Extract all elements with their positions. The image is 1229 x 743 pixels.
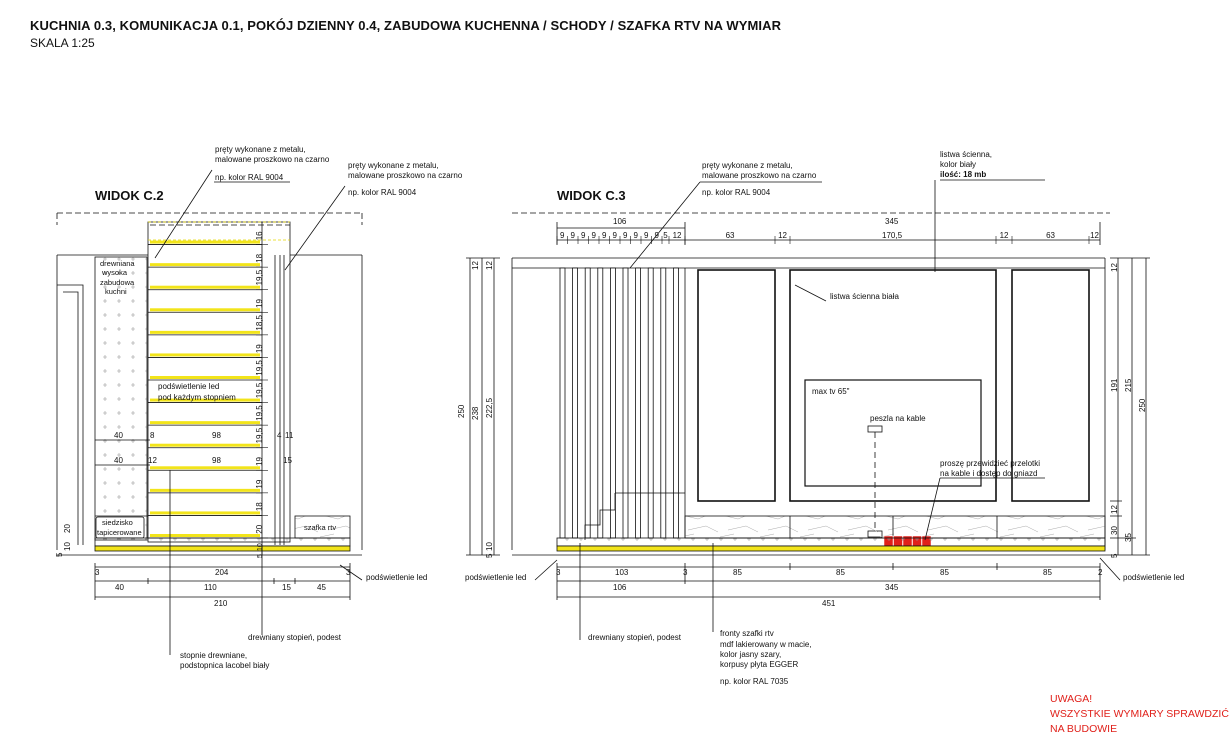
c2-tread-led	[150, 534, 260, 537]
c2-riser-dim: 19	[255, 344, 264, 354]
c2-left-dim-5: 5	[55, 552, 64, 557]
c2-dim-12: 12	[148, 456, 157, 465]
c3-right-12a: 12	[1110, 263, 1119, 272]
c3-left-222: 222,5	[485, 397, 494, 418]
c2-bottom-40: 40	[115, 583, 124, 592]
c3-rod	[673, 268, 678, 538]
c2-riser-dim: 19	[255, 479, 264, 489]
c2-dim-4: 4	[277, 431, 282, 440]
c2-riser-dim: 5	[257, 554, 264, 558]
c3-molding-note-b: kolor biały	[940, 160, 977, 169]
c2-riser-dim: 16	[255, 231, 264, 241]
c3-left-250: 250	[457, 404, 466, 418]
c2-rods-note-1b: malowane proszkowo na czarno	[215, 155, 330, 164]
c3-top-dim: 63	[1046, 231, 1056, 240]
c3-top-dim: 9	[612, 231, 618, 240]
c2-kitchen-label-4: kuchni	[105, 287, 127, 296]
c2-riser-dim: 19,5	[255, 360, 264, 376]
c3-top-dim: 9	[570, 231, 576, 240]
c3-ral-note: np. kolor RAL 9004	[702, 188, 771, 197]
c3-left-12a: 12	[471, 261, 480, 270]
c3-rod	[661, 268, 666, 538]
warning-line-2: WSZYSTKIE WYMIARY SPRAWDZIĆ	[1050, 708, 1229, 720]
c3-led-left-label: podświetlenie led	[465, 573, 527, 582]
c2-riser-dim: 19,5	[255, 405, 264, 421]
c3-rods-note-a: pręty wykonane z metalu,	[702, 161, 793, 170]
c3-top-dim: 9	[560, 231, 565, 240]
c3-top-dim: 9	[654, 231, 660, 240]
c3-conduit-label: peszla na kable	[870, 414, 926, 423]
c2-kitchen-label-3: zabudowa	[100, 278, 135, 287]
c3-wood-step-label: drewniany stopień, podest	[588, 633, 681, 642]
c2-tread-led	[150, 286, 260, 289]
c2-ral-note-1: np. kolor RAL 9004	[215, 173, 284, 182]
c3-bottom-85b: 85	[836, 568, 845, 577]
c2-rods-note-1a: pręty wykonane z metalu,	[215, 145, 306, 154]
c3-top-dim: 9	[623, 231, 628, 240]
c3-bottom-3b: 3	[683, 568, 688, 577]
c3-led-strip	[557, 546, 1105, 551]
c3-rod	[585, 268, 590, 538]
c3-fronts-label-3: kolor jasny szary,	[720, 650, 782, 659]
c3-fronts-label-4: korpusy płyta EGGER	[720, 660, 799, 669]
c3-bottom-451: 451	[822, 599, 836, 608]
c2-rods-note-2a: pręty wykonane z metalu,	[348, 161, 439, 170]
c2-riser-dim: 19,5	[255, 269, 264, 286]
c3-top-345: 345	[885, 217, 899, 226]
warning-line-1: UWAGA!	[1050, 693, 1093, 705]
c3-bottom-106: 106	[613, 583, 627, 592]
c3-top-dim: 170,5	[882, 231, 903, 240]
view-c3	[457, 150, 1184, 686]
c2-seat-label-2: tapicerowane	[97, 528, 142, 537]
c2-riser-dim: 18	[255, 253, 264, 263]
c3-right-35: 35	[1124, 533, 1133, 542]
c3-rod	[573, 268, 578, 538]
c2-riser-dim: 18,5	[255, 314, 264, 331]
c3-right-215: 215	[1124, 378, 1133, 392]
c2-riser-dim: 19,5	[255, 427, 264, 444]
c2-dim-15: 15	[283, 456, 292, 465]
c3-right-191: 191	[1110, 378, 1119, 392]
c2-bottom-45: 45	[317, 583, 326, 592]
c2-dim-8: 8	[150, 431, 155, 440]
c2-dim-98a: 98	[212, 431, 221, 440]
c3-top-dim: 9	[581, 231, 586, 240]
c3-top-dim: 12	[999, 231, 1009, 240]
c2-tread-led	[150, 241, 260, 244]
c2-led-label: podświetlenie led	[366, 573, 428, 582]
drawing-scale: SKALA 1:25	[30, 36, 95, 50]
c2-riser-dim: 18	[255, 502, 264, 512]
c2-dim-11: 11	[285, 431, 294, 440]
c3-rod	[623, 268, 628, 538]
c2-riser-dim: 19	[255, 299, 264, 308]
c2-riser-dim: 20	[255, 524, 264, 534]
drawing-title: KUCHNIA 0.3, KOMUNIKACJA 0.1, POKÓJ DZIENNY 0.4, ZABUDOWA KUCHENNA / SCHODY / SZAFKA RTV NA WYMIAR	[30, 18, 782, 33]
c2-ral-note-2: np. kolor RAL 9004	[348, 188, 417, 197]
view-c2	[55, 145, 463, 670]
c2-bottom-210: 210	[214, 599, 228, 608]
c3-top-dim: 9	[633, 231, 639, 240]
c2-bottom-15: 15	[282, 583, 291, 592]
c2-led-steps-1: podświetlenie led	[158, 382, 220, 391]
c3-tv-cabinet	[685, 516, 1105, 538]
c3-fronts-ral: np. kolor RAL 7035	[720, 677, 789, 686]
c3-top-dim: 63	[725, 231, 735, 240]
c3-left-12b: 12	[485, 261, 494, 270]
c2-bottom-204: 204	[215, 568, 229, 577]
c2-kitchen-label-1: drewniana	[100, 259, 135, 268]
c3-top-dim: 9	[591, 231, 597, 240]
c3-molding-qty: ilość: 18 mb	[940, 170, 987, 179]
c3-top-dim: 12	[778, 231, 788, 240]
warning-line-3: NA BUDOWIE	[1050, 723, 1118, 735]
c2-steps-label-2: podstopnica lacobel biały	[180, 661, 270, 670]
c3-bottom-2: 2	[1098, 568, 1103, 577]
c3-left-238: 238	[471, 406, 480, 420]
c2-tread-led	[150, 376, 260, 379]
c2-riser-dim: 10	[257, 543, 264, 551]
c3-bottom-103: 103	[615, 568, 629, 577]
c3-right-30: 30	[1110, 526, 1119, 535]
view-c3-heading: WIDOK C.3	[557, 188, 626, 203]
c3-right-12b: 12	[1110, 505, 1119, 514]
c2-left-dim-10: 10	[63, 542, 72, 551]
c3-rod	[648, 268, 653, 538]
view-c2-heading: WIDOK C.2	[95, 188, 164, 203]
c2-tread-led	[150, 511, 260, 514]
c2-rods-note-2b: malowane proszkowo na czarno	[348, 171, 463, 180]
c2-left-dim-20: 20	[63, 524, 72, 533]
c3-metal-rods	[560, 268, 685, 538]
c2-riser-dimensions	[255, 231, 268, 558]
c2-tread-led	[150, 331, 260, 334]
c2-led-strip	[95, 546, 350, 551]
c2-bottom-110: 110	[204, 583, 217, 592]
c3-bottom-3a: 3	[556, 568, 561, 577]
c2-steps-label-1: stopnie drewniane,	[180, 651, 248, 660]
c2-riser-dim: 19,5	[255, 382, 264, 399]
c3-tv-label: max tv 65"	[812, 387, 850, 396]
c3-top-dim: 5	[663, 231, 668, 240]
c2-dim-40a: 40	[114, 431, 123, 440]
c2-tread-led	[150, 263, 260, 266]
c2-led-steps-2: pod każdym stopniem	[158, 393, 236, 402]
c3-rod	[598, 268, 603, 538]
c3-panel-left	[698, 270, 775, 501]
c3-rods-note-b: malowane proszkowo na czarno	[702, 171, 817, 180]
c3-passage-label-1: proszę przewidzieć przelotki	[940, 459, 1041, 468]
c2-tread-led	[150, 421, 260, 424]
c2-wood-step-label: drewniany stopień, podest	[248, 633, 341, 642]
c2-seat-label-1: siedzisko	[102, 518, 133, 527]
c3-left-5: 5	[485, 553, 494, 558]
kitchen-cabinet	[95, 257, 147, 540]
c2-tread-led	[150, 308, 260, 311]
c3-molding-label: listwa ścienna biała	[830, 292, 899, 301]
c3-right-5: 5	[1110, 553, 1119, 558]
c3-top-dim: 9	[602, 231, 607, 240]
c3-rod	[636, 268, 641, 538]
c3-left-10: 10	[485, 542, 494, 551]
c3-bottom-85d: 85	[1043, 568, 1052, 577]
c3-fronts-label-2: mdf lakierowany w macie,	[720, 640, 812, 649]
c2-dim-98b: 98	[212, 456, 221, 465]
c2-riser-dim: 19	[255, 457, 264, 466]
c2-dim-40b: 40	[114, 456, 123, 465]
c3-top-dim: 9	[644, 231, 649, 240]
c2-bottom-3b: 3	[346, 568, 351, 577]
c3-rod	[560, 268, 565, 538]
c2-tread-led	[150, 489, 260, 492]
c3-top-dim: 12	[1090, 231, 1100, 240]
c3-bottom-85c: 85	[940, 568, 949, 577]
c3-led-right-label: podświetlenie led	[1123, 573, 1185, 582]
c2-tread-led	[150, 353, 260, 356]
c3-molding-note-a: listwa ścienna,	[940, 150, 993, 159]
c2-tread-led	[150, 444, 260, 447]
c3-right-250: 250	[1138, 398, 1147, 412]
c3-bottom-345: 345	[885, 583, 899, 592]
c3-top-dim: 12	[672, 231, 682, 240]
c2-bottom-3a: 3	[95, 568, 100, 577]
c2-kitchen-label-2: wysoka	[102, 268, 128, 277]
c3-bottom-85a: 85	[733, 568, 742, 577]
c2-tv-cabinet-label: szafka rtv	[304, 523, 337, 532]
c2-tread-led	[150, 466, 260, 469]
c3-passage-label-2: na kable i dostęp do gniazd	[940, 469, 1038, 478]
c3-top-row-dimensions	[557, 231, 1100, 244]
c3-top-106: 106	[613, 217, 627, 226]
c3-fronts-label-1: fronty szafki rtv	[720, 629, 774, 638]
